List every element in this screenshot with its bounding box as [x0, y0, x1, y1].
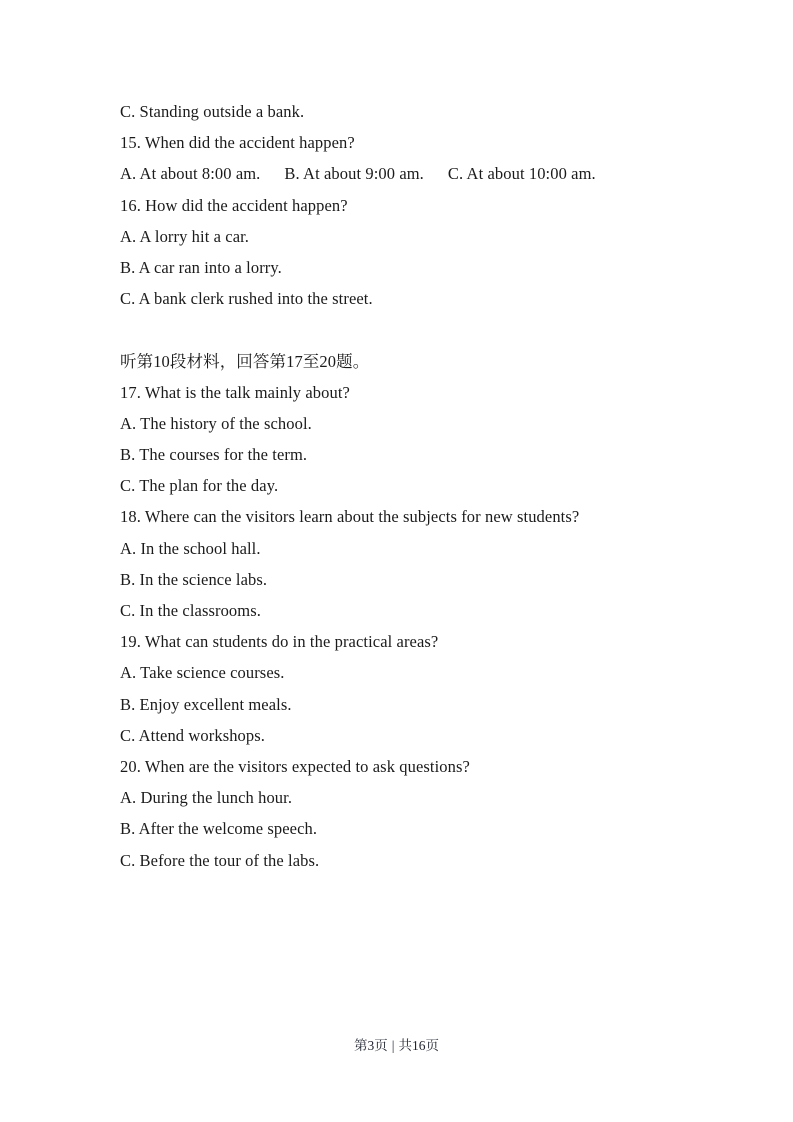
text-line: A. During the lunch hour. — [120, 788, 293, 808]
text-line: A. The history of the school. — [120, 413, 312, 433]
text-line: 17. What is the talk mainly about? — [120, 382, 350, 402]
footer-total-pages: 共16页 — [398, 1038, 439, 1053]
text-line: B. In the science labs. — [120, 569, 268, 589]
options-row — [120, 158, 733, 189]
text-line: C. The plan for the day. — [120, 476, 279, 496]
text-line: B. A car ran into a lorry. — [120, 257, 282, 277]
footer-separator: | — [391, 1038, 395, 1053]
option-segment: A. At about 8:00 am. — [120, 164, 261, 184]
text-line: B. The courses for the term. — [120, 445, 308, 465]
text-line: C. A bank clerk rushed into the street. — [120, 289, 373, 309]
text-line: 听第10段材料，回答第17至20题。 — [120, 351, 370, 371]
text-line: C. In the classrooms. — [120, 601, 261, 620]
text-line: 20. When are the visitors expected to ask questions? — [120, 756, 470, 776]
exam-content — [120, 96, 733, 876]
text-line: C. Standing outside a bank. — [120, 102, 305, 121]
text-line: A. In the school hall. — [120, 538, 261, 558]
text-line: A. A lorry hit a car. — [120, 226, 250, 246]
footer-page-number: 第3页 — [354, 1038, 388, 1053]
blank-line — [120, 314, 733, 345]
text-line: 18. Where can the visitors learn about the subjects for new students? — [120, 507, 580, 527]
text-line: A. Take science courses. — [120, 663, 285, 683]
text-line: C. Attend workshops. — [120, 725, 266, 745]
option-segment: B. At about 9:00 am. — [284, 164, 424, 184]
page-footer — [0, 1036, 793, 1056]
text-line: B. Enjoy excellent meals. — [120, 694, 292, 714]
text-line: 16. How did the accident happen? — [120, 195, 348, 215]
option-segment: C. At about 10:00 am. — [447, 164, 596, 184]
text-line: B. After the welcome speech. — [120, 819, 318, 839]
text-line: C. Before the tour of the labs. — [120, 850, 320, 870]
text-line: 19. What can students do in the practical areas? — [120, 632, 439, 652]
text-line: 15. When did the accident happen? — [120, 133, 355, 153]
